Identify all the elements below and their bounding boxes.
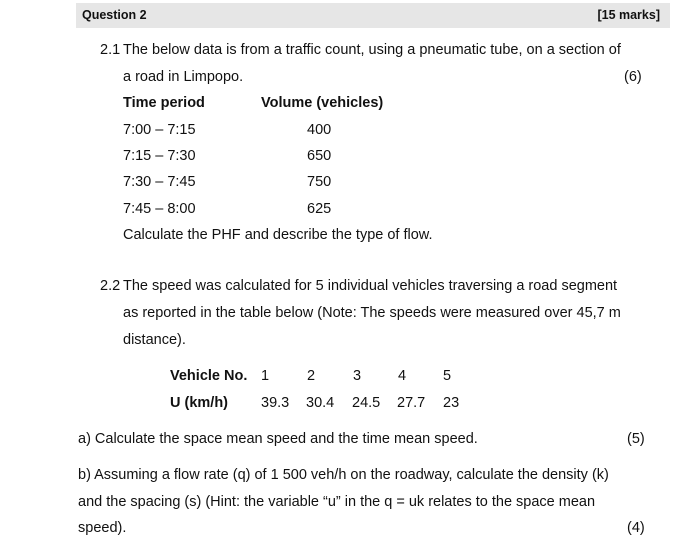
part-b-line2: and the spacing (s) (Hint: the variable “u” in the q = uk relates to the space mean (78, 494, 596, 510)
part-a-marks: (5) (627, 431, 645, 447)
q21-text-line2: a road in Limpopo. (123, 69, 244, 85)
vehicle-number-cell: 5 (443, 368, 452, 384)
speed-label: U (km/h) (170, 395, 228, 411)
question-header (76, 3, 670, 28)
time-period-header: Time period (123, 95, 205, 111)
speed-cell: 24.5 (352, 395, 381, 411)
vehicle-number-cell: 3 (353, 368, 362, 384)
speed-cell: 30.4 (306, 395, 335, 411)
volume-cell: 750 (307, 174, 332, 190)
q22-text-line1: The speed was calculated for 5 individual vehicles traversing a road segment (123, 278, 618, 294)
vehicle-number-cell: 1 (261, 368, 270, 384)
question-title: Question 2 (82, 8, 147, 22)
part-b-marks: (4) (627, 520, 645, 536)
speed-cell: 23 (443, 395, 460, 411)
part-b-line1: b) Assuming a flow rate (q) of 1 500 veh/h on the roadway, calculate the density (k) (78, 467, 609, 483)
question-marks: [15 marks] (597, 8, 660, 22)
volume-cell: 400 (307, 122, 332, 138)
speed-cell: 27.7 (397, 395, 426, 411)
part-a-text: a) Calculate the space mean speed and the time mean speed. (78, 431, 478, 447)
volume-header: Volume (vehicles) (261, 95, 384, 111)
q21-marks: (6) (624, 69, 642, 85)
time-period-cell: 7:30 – 7:45 (123, 174, 196, 190)
q22-text-line3: distance). (123, 332, 186, 348)
volume-cell: 625 (307, 201, 332, 217)
part-b-line3: speed). (78, 520, 127, 536)
q21-instruction: Calculate the PHF and describe the type of flow. (123, 227, 433, 243)
vehicle-number-cell: 4 (398, 368, 407, 384)
volume-cell: 650 (307, 148, 332, 164)
time-period-cell: 7:00 – 7:15 (123, 122, 196, 138)
q22-number: 2.2 (100, 278, 121, 294)
q21-number: 2.1 (100, 42, 121, 58)
q21-text-line1: The below data is from a traffic count, using a pneumatic tube, on a section of (123, 42, 621, 58)
time-period-cell: 7:45 – 8:00 (123, 201, 196, 217)
time-period-cell: 7:15 – 7:30 (123, 148, 196, 164)
q22-text-line2: as reported in the table below (Note: The speeds were measured over 45,7 m (123, 305, 621, 321)
vehicle-no-label: Vehicle No. (170, 368, 248, 384)
speed-cell: 39.3 (261, 395, 290, 411)
vehicle-number-cell: 2 (307, 368, 316, 384)
